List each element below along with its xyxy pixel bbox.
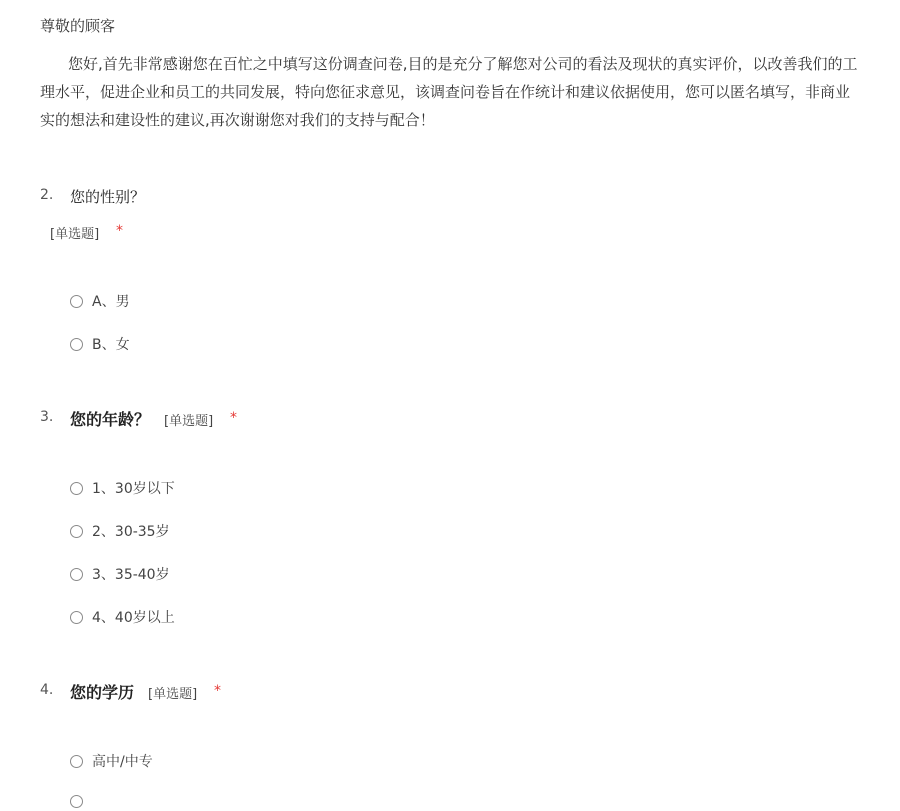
option-label: 3、35-40岁 — [92, 567, 170, 583]
question-type-label: [单选题] — [164, 414, 214, 429]
intro-line: 实的想法和建设性的建议,再次谢谢您对我们的支持与配合！ — [40, 111, 435, 129]
radio-button-icon[interactable] — [70, 525, 83, 538]
required-marker: * — [214, 683, 221, 699]
radio-button-icon[interactable] — [70, 482, 83, 495]
survey-greeting: 尊敬的顾客 — [40, 17, 116, 35]
option-label: 2、30-35岁 — [92, 524, 170, 540]
option-age-30-35[interactable] — [70, 521, 170, 541]
option-female[interactable] — [70, 334, 130, 354]
radio-button-icon[interactable] — [70, 755, 83, 768]
question-type-label: [单选题] — [50, 227, 100, 242]
radio-button-icon[interactable] — [70, 568, 83, 581]
option-label: 4、40岁以上 — [92, 610, 175, 626]
option-age-over-40[interactable] — [70, 607, 175, 627]
option-high-school[interactable] — [70, 751, 153, 771]
question-title: 您的年龄？ — [70, 410, 151, 429]
option-age-under-30[interactable] — [70, 478, 175, 498]
question-type-label: [单选题] — [148, 687, 198, 702]
option-label: 高中/中专 — [92, 754, 153, 770]
radio-button-icon[interactable] — [70, 795, 83, 808]
question-title: 您的性别？ — [70, 188, 146, 206]
survey-intro — [40, 50, 900, 134]
option-age-35-40[interactable] — [70, 564, 170, 584]
required-marker: * — [116, 223, 123, 239]
radio-button-icon[interactable] — [70, 611, 83, 624]
intro-line: 理水平，促进企业和员工的共同发展，特向您征求意见，该调查问卷旨在作统计和建议依据使用，您可以匿名填写，非商业 — [40, 83, 851, 101]
radio-button-icon[interactable] — [70, 295, 83, 308]
option-male[interactable] — [70, 291, 130, 311]
option-label: 1、30岁以下 — [92, 481, 175, 497]
radio-button-icon[interactable] — [70, 338, 83, 351]
question-number: 4. — [40, 682, 54, 698]
required-marker: * — [230, 410, 237, 426]
question-number: 3. — [40, 409, 54, 425]
option-label: B、女 — [92, 337, 130, 353]
option-label: A、男 — [92, 294, 130, 310]
option-partial[interactable] — [70, 791, 92, 811]
question-number: 2. — [40, 187, 54, 203]
question-title: 您的学历 — [70, 683, 135, 702]
intro-line: 您好,首先非常感谢您在百忙之中填写这份调查问卷,目的是充分了解您对公司的看法及现状的真实评价，以改善我们的工 — [68, 55, 858, 73]
